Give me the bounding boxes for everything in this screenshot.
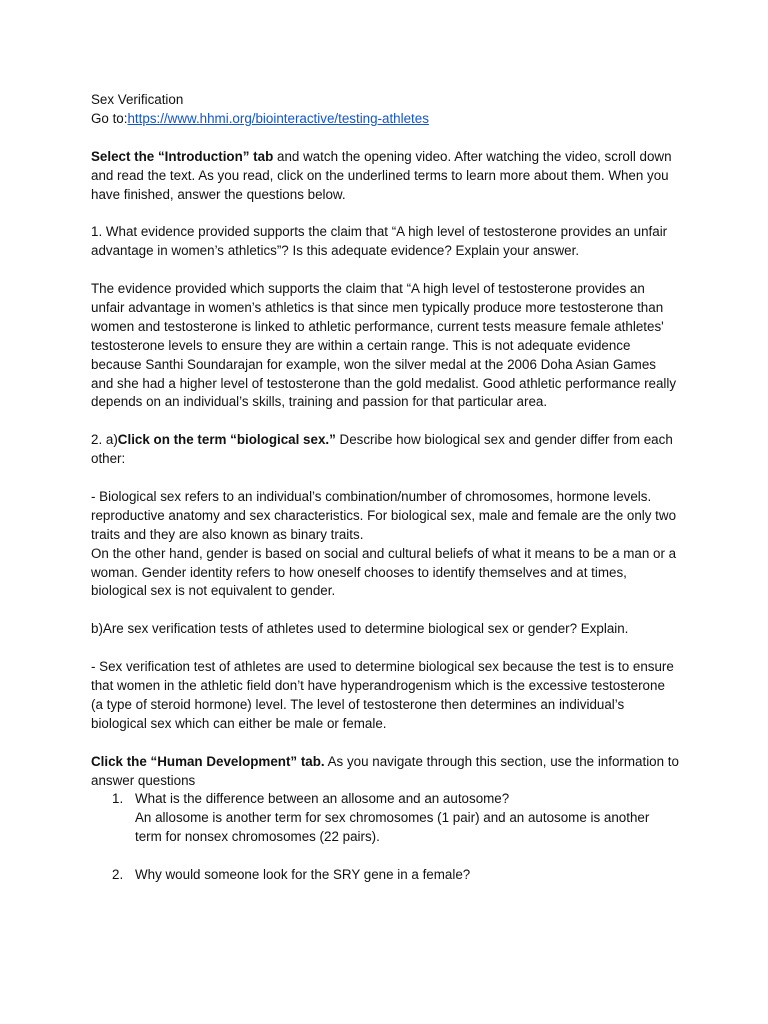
- human-development-rest: As you navigate through this section, use the information to answer questions: [91, 753, 679, 788]
- answer-2a-part2: On the other hand, gender is based on social and cultural beliefs of what it means to be a man or a woman. Gender identity refers to how oneself chooses to identify themselves and at times, biological sex is not equivalent to gender.: [91, 545, 677, 599]
- list-item-question: Why would someone look for the SRY gene in a female?: [135, 867, 471, 883]
- goto-line: [91, 110, 679, 129]
- question-2b: b)Are sex verification tests of athletes used to determine biological sex or gender? Explain.: [91, 621, 629, 637]
- document-title: Sex Verification: [91, 92, 184, 107]
- goto-prefix: Go to:: [91, 110, 128, 126]
- question-2a-bold: Click on the term “biological sex.”: [117, 432, 336, 448]
- hhmi-link[interactable]: https://www.hhmi.org/biointeractive/testing-athletes: [127, 110, 429, 126]
- list-item-answer: An allosome is another term for sex chromosomes (1 pair) and an autosome is another term for nonsex chromosomes (22 pairs).: [135, 810, 650, 845]
- intro-bold: Select the “Introduction” tab: [91, 148, 274, 164]
- question-2a-prefix: 2. a): [91, 432, 118, 448]
- document-body: [91, 91, 679, 885]
- question-1: 1. What evidence provided supports the claim that “A high level of testosterone provides an unfair advantage in women’s athletics”? Is this adequate evidence? Explain your answer.: [91, 224, 668, 259]
- list-item: [91, 866, 679, 885]
- list-item-number: 1.: [112, 791, 124, 807]
- question-2a: [91, 431, 679, 469]
- list-item-number: 2.: [112, 867, 124, 883]
- human-development-bold: Click the “Human Development” tab.: [91, 753, 325, 769]
- intro-instructions: [91, 148, 679, 205]
- human-development-instructions: [91, 753, 679, 791]
- list-item: [91, 790, 679, 847]
- list-item-question: What is the difference between an allosome and an autosome?: [135, 791, 510, 807]
- answer-2b: - Sex verification test of athletes are used to determine biological sex because the test is to ensure that women in the athletic field don’t have hyperandrogenism which is the excessive testosterone (a type of steroid hormone) level. The level of testosterone then determines an individual’s biological sex which can either be male or female.: [91, 659, 674, 731]
- answer-2a-part1: - Biological sex refers to an individual’s combination/number of chromosomes, hormone levels. reproductive anatomy and sex characteristics. For biological sex, male and female are the only two traits and they are also known as binary traits.: [91, 488, 677, 542]
- answer-1: The evidence provided which supports the claim that “A high level of testosterone provides an unfair advantage in women’s athletics is that since men typically produce more testosterone than women and testosterone is linked to athletic performance, current tests measure female athletes' testosterone levels to ensure they are within a certain range. This is not adequate evidence because Santhi Soundarajan for example, won the silver medal at the 2006 Doha Asian Games and she had a higher level of testosterone than the gold medalist. Good athletic performance really depends on an individual’s skills, training and passion for that particular area.: [91, 281, 677, 410]
- intro-rest: and watch the opening video. After watching the video, scroll down and read the text. As you read, click on the underlined terms to learn more about them. When you have finished, answer the questions below.: [91, 148, 672, 202]
- question-2a-rest: Describe how biological sex and gender differ from each other:: [91, 432, 673, 467]
